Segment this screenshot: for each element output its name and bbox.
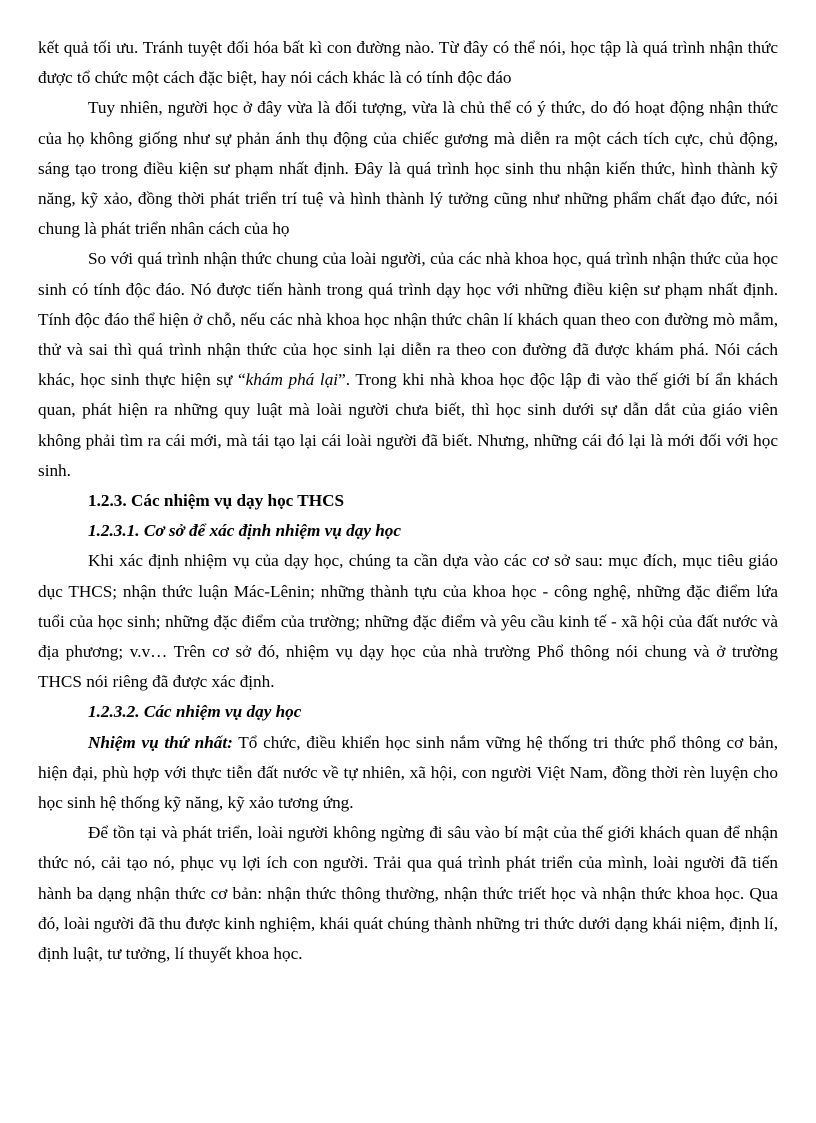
paragraph-1: kết quả tối ưu. Tránh tuyệt đối hóa bất kì con đường nào. Từ đây có thể nói, học tập là quá trình nhận thức được tổ chức một cách đặc biệt, hay nói cách khác là có tính độc đáo bbox=[38, 38, 778, 88]
heading-1-2-3-2: 1.2.3.2. Các nhiệm vụ dạy học bbox=[88, 702, 302, 722]
heading-1-2-3-1: 1.2.3.1. Cơ sở để xác định nhiệm vụ dạy học bbox=[88, 521, 402, 541]
paragraph-3 bbox=[38, 244, 778, 486]
paragraph-3-text-b: ”. Trong khi nhà khoa học độc lập đi vào thế giới bí ẩn khách quan, phát hiện ra những quy luật mà loài người chưa biết, thì học sinh dưới sự dẫn dắt của giáo viên không phải tìm ra cái mới, mà tái tạo lại cái loài người đã biết. Nhưng, những cái đó lại là mới đối với học sinh. bbox=[38, 370, 778, 480]
paragraph-3-emphasis: khám phá lại bbox=[245, 370, 339, 390]
paragraph-6: Để tồn tại và phát triển, loài người không ngừng đi sâu vào bí mật của thế giới khách quan để nhận thức nó, cải tạo nó, phục vụ lợi ích con người. Trải qua quá trình phát triển của mình, loài người đã tiến hành ba dạng nhận thức cơ bản: nhận thức thông thường, nhận thức triết học và nhận thức khoa học. Qua đó, loài người đã thu được kinh nghiệm, khái quát chúng thành những tri thức dưới dạng khái niệm, định lí, định luật, tư tưởng, lí thuyết khoa học. bbox=[38, 823, 778, 964]
document-page bbox=[38, 33, 778, 969]
heading-1-2-3: 1.2.3. Các nhiệm vụ dạy học THCS bbox=[88, 491, 345, 511]
task-one-label: Nhiệm vụ thứ nhất: bbox=[88, 732, 233, 752]
paragraph-4: Khi xác định nhiệm vụ của dạy học, chúng ta cần dựa vào các cơ sở sau: mục đích, mục tiêu giáo dục THCS; nhận thức luận Mác-Lênin; những thành tựu của khoa học - công nghệ, những đặc điểm lứa tuổi của học sinh; những đặc điểm của trường; những đặc điểm và yêu cầu kinh tế - xã hội của đất nước và địa phương; v.v… Trên cơ sở đó, nhiệm vụ dạy học của nhà trường Phổ thông nói chung và ở trường THCS nói riêng đã được xác định. bbox=[38, 551, 778, 692]
paragraph-3-text-a: So với quá trình nhận thức chung của loài người, của các nhà khoa học, quá trình nhận thức của học sinh có tính độc đáo. Nó được tiến hành trong quá trình dạy học với những điều kiện sư phạm nhất định. Tính độc đáo thể hiện ở chỗ, nếu các nhà khoa học nhận thức chân lí khách quan theo con đường mò mẫm, thử và sai thì quá trình nhận thức của học sinh lại diễn ra theo con đường đã được khám phá. Nói cách khác, học sinh thực hiện sự “ bbox=[38, 249, 778, 390]
paragraph-2: Tuy nhiên, người học ở đây vừa là đối tượng, vừa là chủ thể có ý thức, do đó hoạt động nhận thức của họ không giống như sự phản ánh thụ động của chiếc gương mà diễn ra một cách tích cực, chủ động, sáng tạo trong điều kiện sư phạm nhất định. Đây là quá trình học sinh thu nhận kiến thức, hình thành kỹ năng, kỹ xảo, đồng thời phát triển trí tuệ và hình thành lý tưởng cũng như những phẩm chất đạo đức, nói chung là phát triển nhân cách của họ bbox=[38, 98, 778, 239]
paragraph-5 bbox=[38, 728, 778, 819]
paragraph-5-text: Tổ chức, điều khiển học sinh nắm vững hệ thống tri thức phổ thông cơ bản, hiện đại, phù hợp với thực tiễn đất nước về tự nhiên, xã hội, con người Việt Nam, đồng thời rèn luyện cho học sinh hệ thống kỹ năng, kỹ xảo tương ứng. bbox=[38, 732, 779, 813]
